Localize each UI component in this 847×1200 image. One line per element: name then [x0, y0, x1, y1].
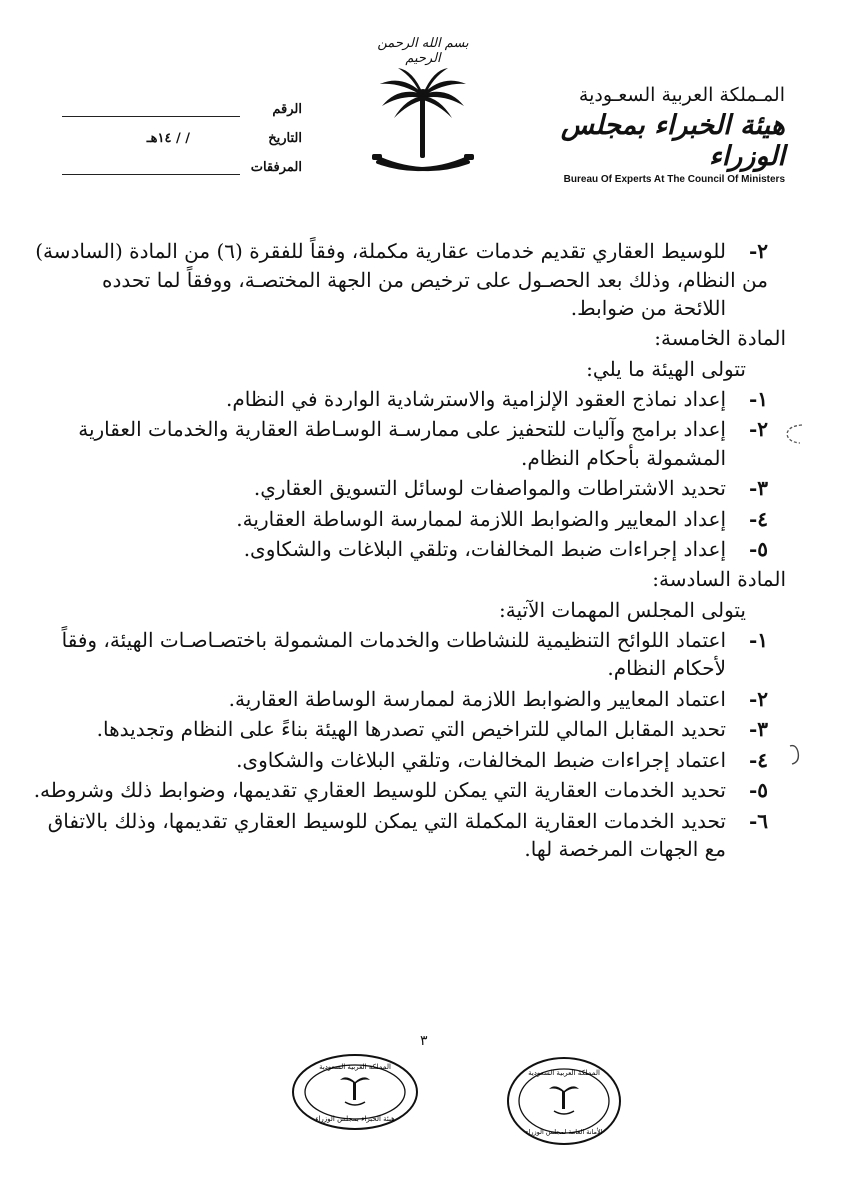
reference-row: [62, 88, 302, 117]
item-number: ٢-: [748, 417, 768, 441]
reference-line: [62, 101, 240, 117]
article-6-title: المادة السادسة:: [652, 566, 786, 591]
item-text-continued: اللائحة من ضوابط.: [570, 296, 726, 320]
date-field: [62, 131, 240, 146]
stamp-bottom-text: هيئة الخبراء بمجلس الوزراء: [315, 1115, 395, 1123]
letterhead-meta: [62, 88, 302, 175]
item-number: ٤-: [748, 747, 768, 772]
list-item: [47, 807, 768, 864]
margin-pen-mark-icon: [784, 742, 808, 768]
item-number: ١-: [748, 386, 768, 411]
attachments-line: [62, 159, 240, 175]
attachments-row: [62, 146, 302, 175]
bureau-name-english: Bureau Of Experts At The Council Of Ministers: [563, 174, 785, 185]
item-number: ٦-: [748, 808, 768, 833]
document-body: [33, 237, 786, 864]
item-text: تحديد الخدمات العقارية التي يمكن للوسيط العقاري تقديمها، وضوابط ذلك وشروطه.: [33, 778, 726, 802]
item-text: اعتماد المعايير والضوابط اللازمة لممارسة الوساطة العقارية.: [228, 686, 726, 711]
item-number: ٢-: [748, 686, 768, 711]
page-number: ٣: [420, 1033, 428, 1049]
item-text: إعداد نماذج العقود الإلزامية والاسترشادية الواردة في النظام.: [226, 386, 726, 411]
item-text: إعداد إجراءات ضبط المخالفات، وتلقي البلاغات والشكاوى.: [243, 537, 726, 561]
official-stamp-left: [290, 1052, 420, 1136]
bureau-name-arabic: هيئة الخبراء بمجلس الوزراء: [560, 110, 785, 172]
stamp-seal-icon: [505, 1055, 623, 1147]
item-number: ٤-: [748, 506, 768, 531]
letterhead-emblem: [363, 36, 483, 181]
stamp-seal-icon: [290, 1052, 420, 1132]
item-text: تحديد الاشتراطات والمواصفات لوسائل التسويق العقاري.: [253, 476, 726, 500]
article-6-intro: يتولى المجلس المهمات الآتية:: [499, 597, 746, 622]
item-text-continued: من النظام، وذلك بعد الحصـول على ترخيص من الجهة المختصـة، ووفقاً لما تحدده: [101, 267, 768, 292]
item-text-continued: مع الجهات المرخصة لها.: [524, 837, 726, 861]
list-item: [78, 415, 768, 472]
item-number: ٣-: [748, 717, 768, 741]
item-text: إعداد برامج وآليات للتحفيز على ممارسـة الوسـاطة العقارية والخدمات العقارية: [78, 417, 726, 441]
list-item: [96, 385, 768, 414]
date-label: التاريخ: [268, 131, 302, 146]
kingdom-name: المـملكة العربية السعـودية: [578, 84, 785, 106]
list-item: [61, 626, 768, 683]
palm-swords-emblem-icon: [368, 66, 478, 181]
letterhead-right: [535, 84, 785, 185]
list-item: [96, 535, 768, 564]
reference-label: الرقم: [272, 102, 302, 117]
item-number: ٣-: [748, 476, 768, 500]
item-text: تحديد الخدمات العقارية المكملة التي يمكن للوسيط العقاري تقديمها، وذلك بالاتفاق: [47, 808, 726, 833]
item-number: ١-: [748, 627, 768, 652]
item-text: إعداد المعايير والضوابط اللازمة لممارسة الوساطة العقارية.: [236, 506, 726, 531]
list-item: [96, 746, 768, 775]
official-stamp-right: [505, 1055, 623, 1151]
list-item: [96, 715, 768, 744]
stamp-top-text: المملكة العربية السعودية: [528, 1069, 600, 1077]
item-text: تحديد المقابل المالي للتراخيص التي تصدرها الهيئة بناءً على النظام وتجديدها.: [96, 717, 726, 741]
article-5-intro: تتولى الهيئة ما يلي:: [586, 356, 746, 381]
date-row: [62, 117, 302, 146]
margin-pen-mark-icon: [782, 422, 808, 446]
basmala: بسم الله الرحمن الرحيم: [377, 36, 469, 66]
item-number: ٥-: [748, 537, 768, 561]
item-text: اعتماد إجراءات ضبط المخالفات، وتلقي البلاغات والشكاوى.: [236, 747, 726, 772]
item-text-continued: المشمولة بأحكام النظام.: [521, 445, 726, 470]
list-item: [35, 237, 768, 266]
item-number: ٥-: [748, 778, 768, 802]
item-number: ٢-: [748, 239, 768, 263]
list-item: [96, 505, 768, 534]
item-text: اعتماد اللوائح التنظيمية للنشاطات والخدمات المشمولة باختصـاصـات الهيئة، وفقاً: [61, 627, 726, 652]
article-5-title: المادة الخامسة:: [654, 325, 786, 350]
list-item: [96, 474, 768, 503]
list-item: [96, 685, 768, 714]
stamp-bottom-text: الأمانة العامة لمجلس الوزراء: [525, 1128, 603, 1136]
attachments-label: المرفقات: [250, 160, 302, 175]
item-text: للوسيط العقاري تقديم خدمات عقارية مكملة، وفقاً للفقرة (٦) من المادة (السادسة): [35, 239, 726, 263]
item-text-continued: لأحكام النظام.: [607, 656, 726, 680]
stamp-top-text: المملكة العربية السعودية: [319, 1063, 391, 1071]
date-value: / / ١٤هـ: [146, 131, 190, 146]
list-item: [33, 776, 768, 805]
